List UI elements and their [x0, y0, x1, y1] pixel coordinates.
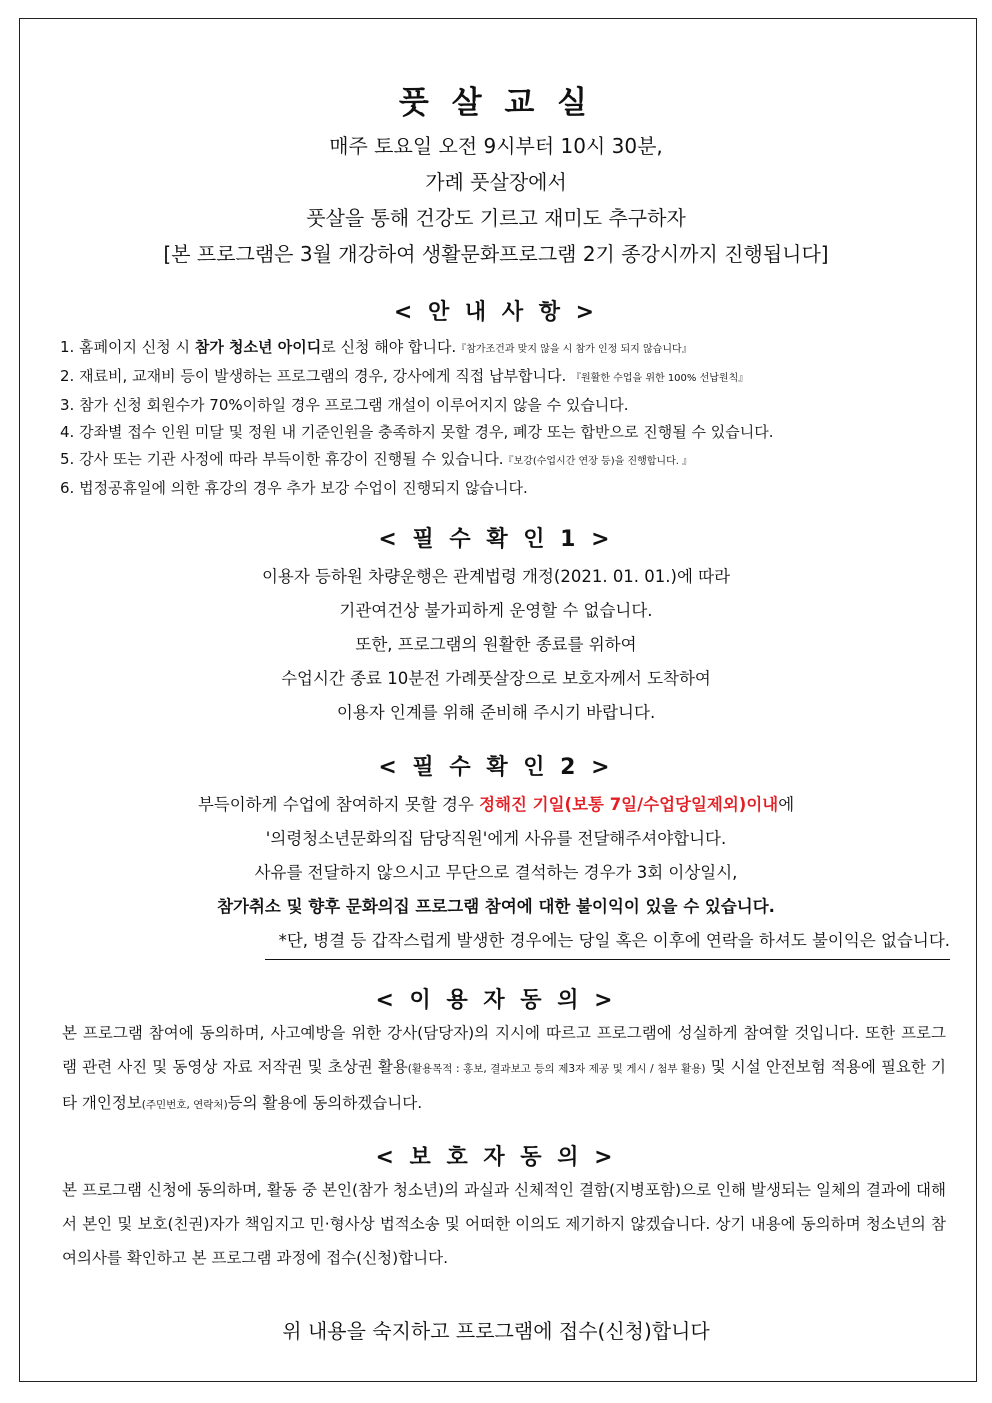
guide-item-5: 5. 강사 또는 기관 사정에 따라 부득이한 휴강이 진행될 수 있습니다.『보강(수업시간 연장 등)을 진행합니다. 』 — [60, 450, 693, 468]
check2-line: 사유를 전달하지 않으시고 무단으로 결석하는 경우가 3회 이상일시, — [254, 863, 738, 882]
guide-heading: < 안 내 사 항 > — [393, 300, 599, 325]
guide-list — [60, 334, 944, 502]
user-consent-text: 본 프로그램 참여에 동의하며, 사고예방을 위한 강사(담당자)의 지시에 따르고 프로그램에 성실하게 참여할 것입니다. 또한 프로그램 관련 사진 및 동영상 자료 저작권 및 초상권 활용(활용목적 : 홍보, 결과보고 등의 제3자 제공 및 게시 / 첨부 활용) 및 시설 안전보험 적용에 필요한 기타 개인정보(주민번호, 연락처)등의 활용에 동의하겠습니다. — [62, 1024, 946, 1112]
check1-line: 이용자 인계를 위해 준비해 주시기 바랍니다. — [336, 703, 656, 722]
check1-line: 이용자 등하원 차량운행은 관계법령 개정(2021. 01. 01.)에 따라 — [261, 567, 731, 586]
deadline-highlight: 정해진 기일(보통 7일/수업당일제외)이내 — [479, 795, 779, 814]
guide-item-4: 4. 강좌별 접수 인원 미달 및 정원 내 기준인원을 충족하지 못할 경우, 폐강 또는 합반으로 진행될 수 있습니다. — [60, 423, 774, 441]
check1-block — [40, 560, 952, 730]
check2-line: '의령청소년문화의집 담당직원'에게 사유를 전달해주셔야합니다. — [265, 829, 727, 848]
check2-heading: < 필 수 확 인 2 > — [378, 755, 614, 780]
intro-block — [40, 128, 952, 272]
check1-line: 수업시간 종료 10분전 가례풋살장으로 보호자께서 도착하여 — [281, 669, 711, 688]
intro-line-schedule: 매주 토요일 오전 9시부터 10시 30분, — [329, 134, 663, 158]
guide-item-3: 3. 참가 신청 회원수가 70%이하일 경우 프로그램 개설이 이루어지지 않을 수 있습니다. — [60, 396, 629, 414]
guide-item-1: 1. 홈페이지 신청 시 참가 청소년 아이디로 신청 해야 합니다.『참가조건과 맞지 않을 시 참가 인정 되지 않습니다』 — [60, 338, 692, 356]
intro-line-location: 가례 풋살장에서 — [425, 170, 567, 194]
check1-line: 또한, 프로그램의 원활한 종료를 위하여 — [355, 635, 637, 654]
guardian-consent-text: 본 프로그램 신청에 동의하며, 활동 중 본인(참가 청소년)의 과실과 신체적인 결함(지병포함)으로 인해 발생되는 일체의 결과에 대해서 본인 및 보호(친권)자가 책임지고 민·형사상 법적소송 및 어떠한 이의도 제기하지 않겠습니다. 상기 내용에 동의하며 청소년의 참여의사를 확인하고 본 프로그램 과정에 접수(신청)합니다. — [62, 1181, 946, 1267]
user-consent-heading: < 이 용 자 동 의 > — [375, 988, 617, 1013]
intro-line-slogan: 풋살을 통해 건강도 기르고 재미도 추구하자 — [306, 206, 686, 230]
check2-exception: *단, 병결 등 갑작스럽게 발생한 경우에는 당일 혹은 이후에 연락을 하셔도 불이익은 없습니다. — [40, 924, 952, 960]
guardian-consent-heading: < 보 호 자 동 의 > — [375, 1145, 617, 1170]
check2-line: 부득이하게 수업에 참여하지 못할 경우 정해진 기일(보통 7일/수업당일제외)이내에 — [197, 795, 795, 814]
check1-heading: < 필 수 확 인 1 > — [378, 527, 614, 552]
footer-statement: 위 내용을 숙지하고 프로그램에 접수(신청)합니다 — [282, 1319, 710, 1343]
check1-line: 기관여건상 불가피하게 운영할 수 없습니다. — [339, 601, 653, 620]
check2-block — [40, 788, 952, 960]
page-title: 풋 살 교 실 — [398, 85, 594, 121]
guide-item-6: 6. 법정공휴일에 의한 휴강의 경우 추가 보강 수업이 진행되지 않습니다. — [60, 479, 528, 497]
intro-line-period: [본 프로그램은 3월 개강하여 생활문화프로그램 2기 종강시까지 진행됩니다] — [163, 242, 829, 266]
guide-item-2: 2. 재료비, 교재비 등이 발생하는 프로그램의 경우, 강사에게 직접 납부합니다. 『원활한 수업을 위한 100% 선납원칙』 — [60, 367, 749, 385]
check2-warning: 참가취소 및 향후 문화의집 프로그램 참여에 대한 불이익이 있을 수 있습니다. — [217, 897, 775, 916]
